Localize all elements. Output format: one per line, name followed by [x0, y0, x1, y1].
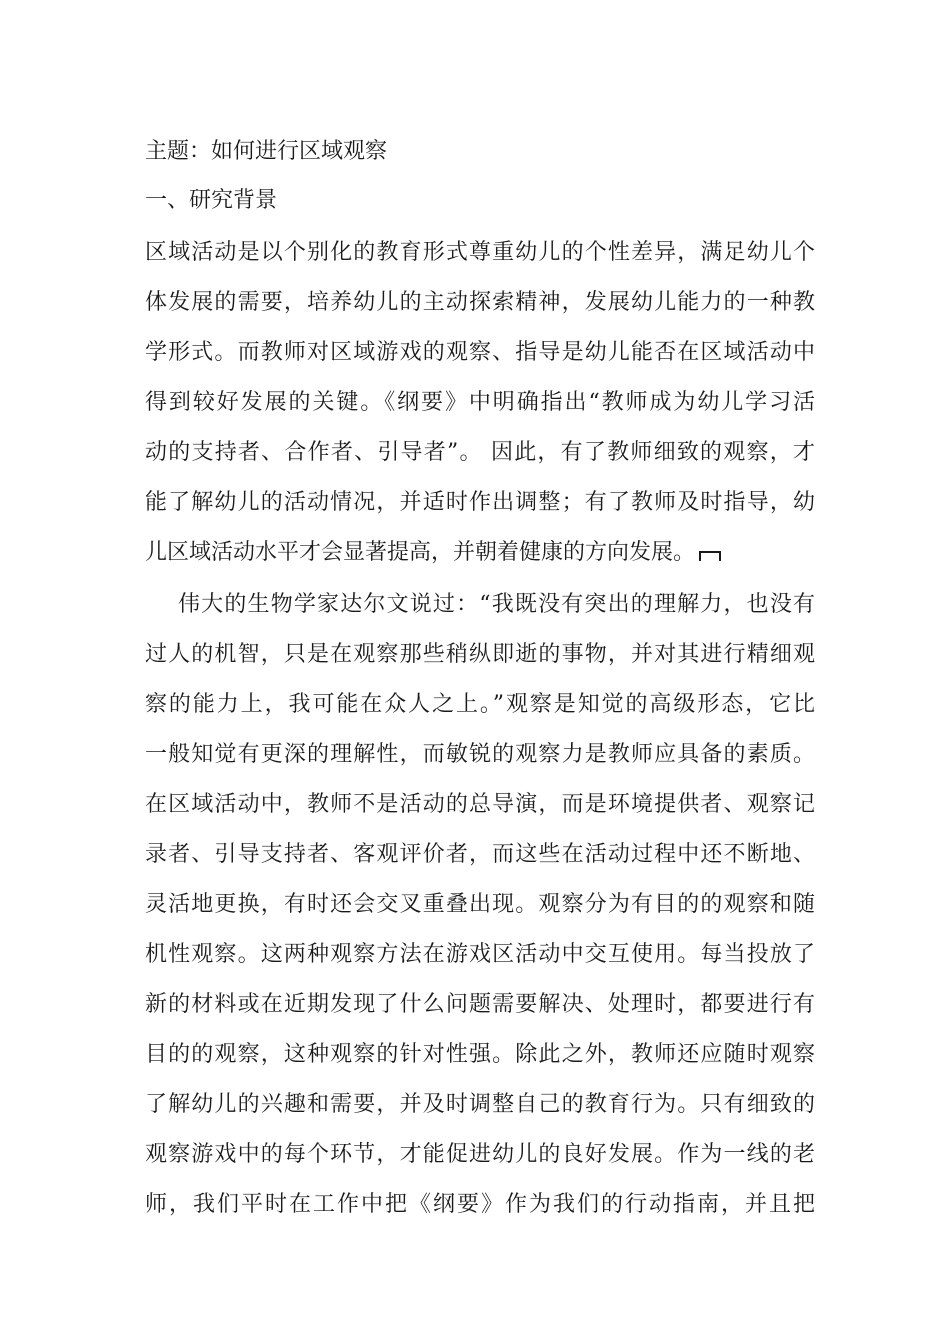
paragraph-line: 过人的机智，只是在观察那些稍纵即逝的事物，并对其进行精细观 — [145, 642, 815, 667]
paragraph-line: 一般知觉有更深的理解性，而敏锐的观察力是教师应具备的素质。 — [145, 742, 815, 767]
paragraph-line: 观察游戏中的每个环节，才能促进幼儿的良好发展。作为一线的老 — [145, 1142, 815, 1167]
paragraph-mark-icon — [699, 551, 721, 561]
paragraph-line: 目的的观察，这种观察的针对性强。除此之外，教师还应随时观察 — [145, 1042, 815, 1067]
paragraph-line: 在区域活动中，教师不是活动的总导演，而是环境提供者、观察记 — [145, 792, 815, 817]
paragraph-line: 动的支持者、合作者、引导者”。 因此，有了教师细致的观察，才 — [145, 440, 815, 465]
paragraph-line: 了解幼儿的兴趣和需要，并及时调整自己的教育行为。只有细致的 — [145, 1092, 815, 1117]
paragraph-line: 师，我们平时在工作中把《纲要》作为我们的行动指南，并且把 — [145, 1192, 815, 1217]
paragraph-line: 体发展的需要，培养幼儿的主动探索精神，发展幼儿能力的一种教 — [145, 290, 815, 315]
paragraph-line: 能了解幼儿的活动情况，并适时作出调整；有了教师及时指导，幼 — [145, 490, 815, 515]
topic-title: 主题：如何进行区域观察 — [145, 139, 388, 164]
section-heading: 一、研究背景 — [145, 188, 278, 213]
paragraph-line-last — [145, 538, 815, 568]
paragraph-line: 新的材料或在近期发现了什么问题需要解决、处理时，都要进行有 — [145, 992, 815, 1017]
paragraph-line: 区域活动是以个别化的教育形式尊重幼儿的个性差异，满足幼儿个 — [145, 240, 815, 265]
paragraph-line: 灵活地更换，有时还会交叉重叠出现。观察分为有目的的观察和随 — [145, 892, 815, 917]
paragraph-line: 得到较好发展的关键。《纲要》中明确指出“教师成为幼儿学习活 — [145, 390, 815, 415]
paragraph-line: 机性观察。这两种观察方法在游戏区活动中交互使用。每当投放了 — [145, 942, 815, 967]
paragraph-line: 伟大的生物学家达尔文说过：“我既没有突出的理解力，也没有 — [178, 592, 815, 617]
paragraph-line: 察的能力上，我可能在众人之上。”观察是知觉的高级形态，它比 — [145, 692, 815, 717]
paragraph-line-text: 儿区域活动水平才会显著提高，并朝着健康的方向发展。 — [145, 540, 696, 565]
paragraph-line: 学形式。而教师对区域游戏的观察、指导是幼儿能否在区域活动中 — [145, 340, 815, 365]
paragraph-line: 录者、引导支持者、客观评价者，而这些在活动过程中还不断地、 — [145, 842, 815, 867]
